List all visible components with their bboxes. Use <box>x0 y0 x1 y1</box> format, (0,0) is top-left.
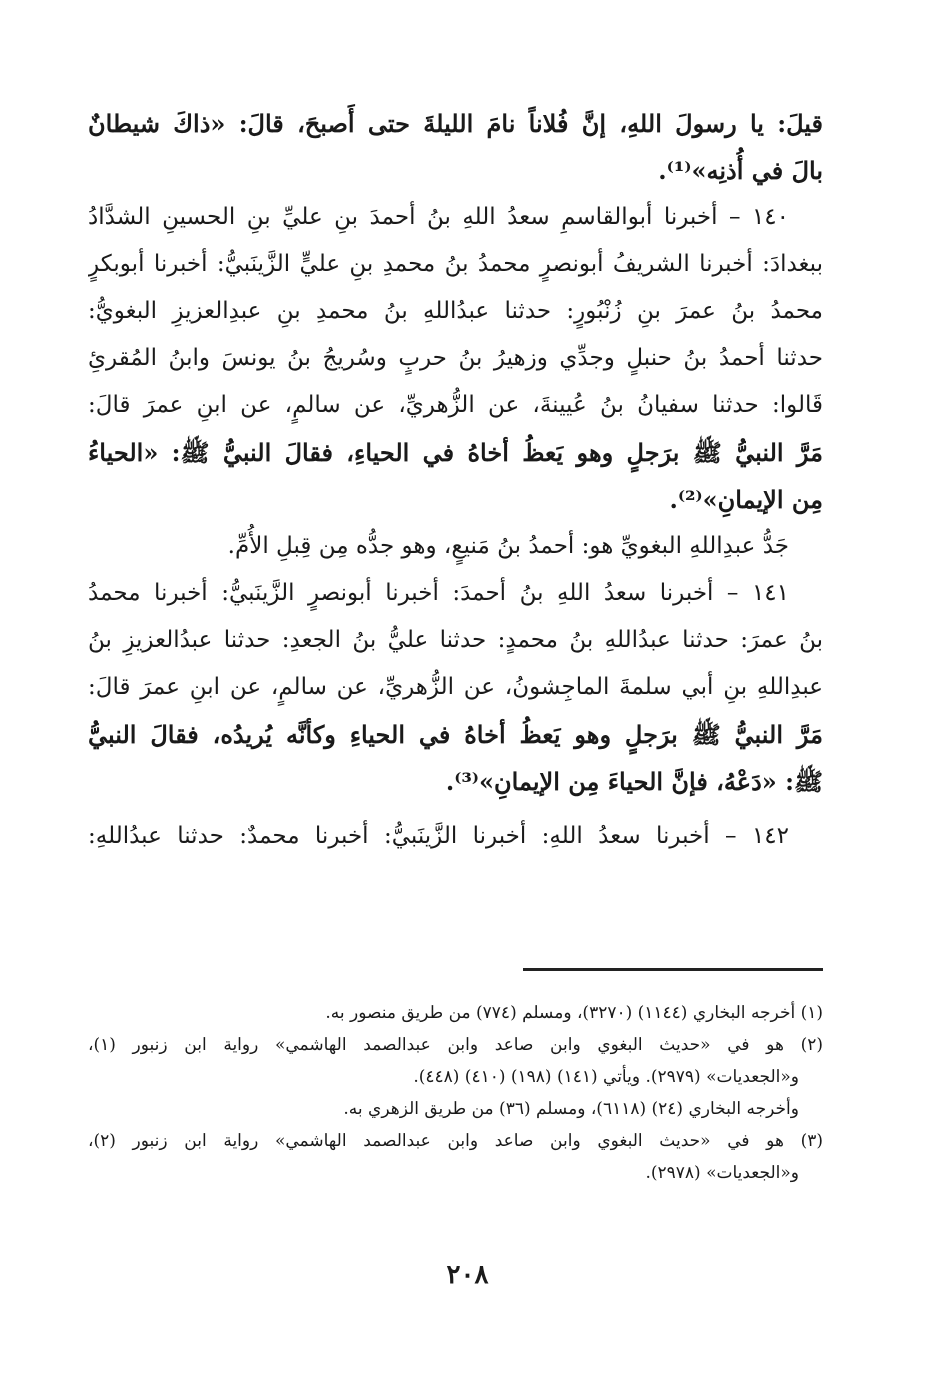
text-line: ١٤١ – أخبرنا سعدُ اللهِ بنُ أحمدَ: أخبرنا أبونصرٍ الزَّينَبيُّ: أخبرنا محمدُ <box>88 580 789 606</box>
text-line: قَالوا: حدثنا سفيانُ بنُ عُيينةَ، عن الزُّهريِّ، عن سالمٍ، عن ابنِ عمرَ قالَ: <box>88 392 823 418</box>
footnote-2-extra: وأخرجه البخاري (٢٤) (٦١١٨)، ومسلم (٣٦) من طريق الزهري به. <box>343 1099 799 1119</box>
paragraph-isnad-140 <box>88 194 823 429</box>
footnote-1: (١) أخرجه البخاري (١١٤٤) (٣٢٧٠)، ومسلم (٧٧٤) من طريق منصور به. <box>325 1003 823 1023</box>
paragraph-note <box>88 523 823 570</box>
text-line: بالَ في أُذنِه»⁽¹⁾. <box>658 156 823 185</box>
text-line: عبدِاللهِ بنِ أبي سلمةَ الماجِشونُ، عن الزُّهريِّ، عن سالمٍ، عن ابنِ عمرَ قالَ: <box>88 674 823 700</box>
footnote-divider <box>523 968 823 971</box>
text-line: محمدُ بنُ عمرَ بنِ زُنْبُورٍ: حدثنا عبدُاللهِ بنُ محمدِ بنِ عبدِالعزيزِ البغويُّ: <box>88 298 823 324</box>
text-line: مِن الإيمانِ»⁽²⁾. <box>669 485 823 514</box>
paragraph-isnad-142 <box>88 813 823 860</box>
text-line: ببغدادَ: أخبرنا الشريفُ أبونصرٍ محمدُ بنُ محمدِ بنِ عليٍّ الزَّينَبيُّ: أخبرنا أبوبكرٍ <box>88 251 823 277</box>
text-line: ﷺ: «دَعْهُ، فإنَّ الحياءَ مِن الإيمانِ»⁽³⁾. <box>445 767 823 796</box>
text-line: بنُ عمرَ: حدثنا عبدُاللهِ بنُ محمدٍ: حدثنا عليُّ بنُ الجعدِ: حدثنا عبدُالعزيزِ بنُ <box>88 627 823 653</box>
text-line: ١٤٠ – أخبرنا أبوالقاسمِ سعدُ اللهِ بنُ أحمدَ بنِ عليِّ بنِ الحسينِ الشدَّادُ <box>88 204 789 230</box>
text-line: ١٤٢ – أخبرنا سعدُ اللهِ: أخبرنا الزَّينَبيُّ: أخبرنا محمدٌ: حدثنا عبدُاللهِ: <box>88 823 789 849</box>
page-number: ٢٠٨ <box>446 1260 489 1290</box>
paragraph-hadith-text-3 <box>88 711 823 805</box>
paragraph-hadith-text-2 <box>88 429 823 523</box>
text-line: حدثنا أحمدُ بنُ حنبلٍ وجدِّي وزهيرُ بنُ حربٍ وسُريجُ بنُ يونسَ وابنُ المُقرئِ <box>88 345 823 371</box>
text-line: جَدُّ عبدِاللهِ البغويِّ هو: أحمدُ بنُ مَنيعٍ، وهو جدُّه مِن قِبلِ الأُمِّ. <box>227 533 789 559</box>
text-line: مَرَّ النبيُّ ﷺ برَجلٍ وهو يَعظُ أخاهُ في الحياءِ، فقالَ النبيُّ ﷺ: «الحياءُ <box>88 438 823 467</box>
footnote-3-continued: و«الجعديات» (٢٩٧٨). <box>645 1163 799 1183</box>
text-line: مَرَّ النبيُّ ﷺ برَجلٍ وهو يَعظُ أخاهُ في الحياءِ وكأنَّه يُريدُه، فقالَ النبيُّ <box>88 720 823 749</box>
paragraph-hadith-text-1 <box>88 100 823 194</box>
paragraph-isnad-141 <box>88 570 823 711</box>
spacer <box>88 805 823 813</box>
footnote-2-continued: و«الجعديات» (٢٩٧٩). ويأتي (١٤١) (١٩٨) (٤١٠) (٤٤٨). <box>413 1067 799 1087</box>
footnote-2: (٢) هو في «حديث البغوي وابن صاعد وابن عبدالصمد الهاشمي» رواية ابن زنبور (١)، <box>88 1035 823 1055</box>
footnotes <box>88 997 823 1189</box>
text-line: قيلَ: يا رسولَ اللهِ، إنَّ فُلاناً نامَ الليلةَ حتى أَصبحَ، قالَ: «ذاكَ شيطانٌ <box>88 109 823 138</box>
page-body <box>88 100 823 860</box>
footnote-3: (٣) هو في «حديث البغوي وابن صاعد وابن عبدالصمد الهاشمي» رواية ابن زنبور (٢)، <box>88 1131 823 1151</box>
